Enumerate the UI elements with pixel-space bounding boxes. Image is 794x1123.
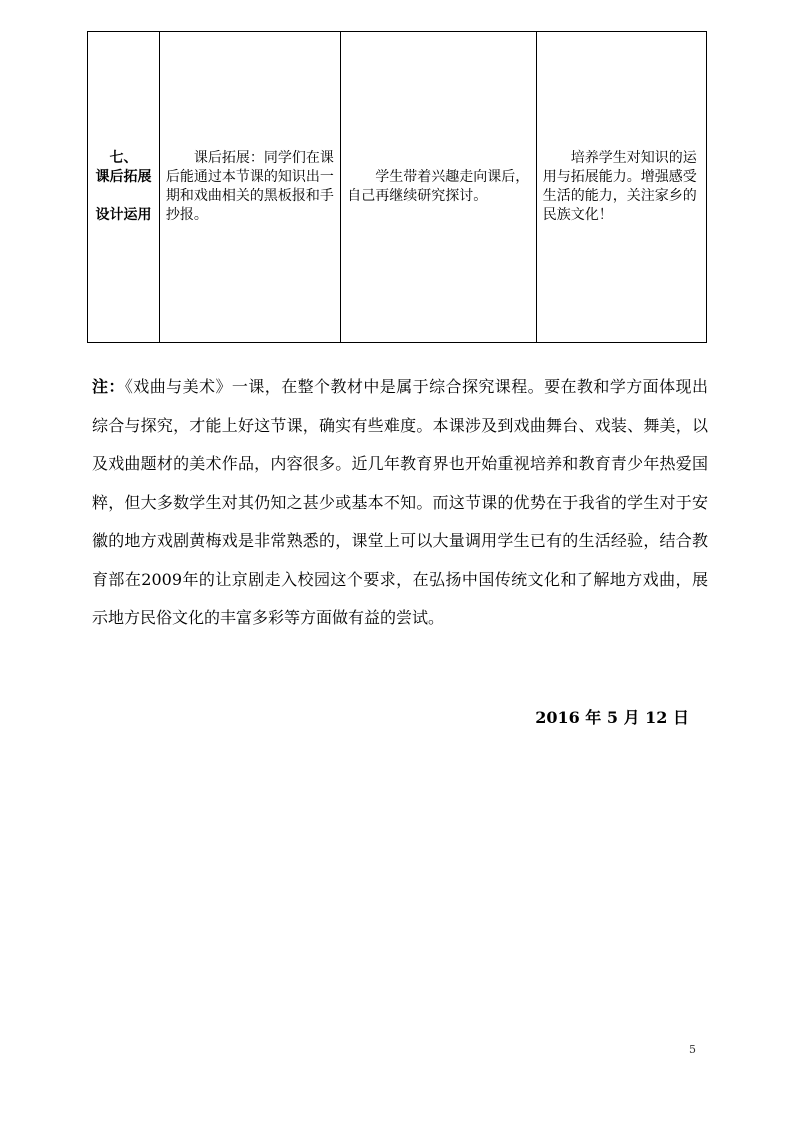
page-number: 5 (689, 1043, 696, 1056)
note-text: 《戏曲与美术》一课，在整个教材中是属于综合探究课程。要在教和学方面体现出综合与探究，才能上好这节课，确实有些难度。本课涉及到戏曲舞台、戏装、舞美，以及戏曲题材的美术作品，内容很多。近几年教育界也开始重视培养和教育青少年热爱国粹，但大多数学生对其仍知之甚少或基本不知。而这节课的优势在于我省的学生对于安徽的地方戏剧黄梅戏是非常熟悉的，课堂上可以大量调用学生已有的生活经验，结合教育部在2009年的让京剧走入校园这个要求，在弘扬中国传统文化和了解地方戏曲，展示地方民俗文化的丰富多彩等方面做有益的尝试。 (92, 377, 708, 627)
note-label: 注： (92, 377, 125, 396)
teacher-activity-cell: 课后拓展：同学们在课后能通过本节课的知识出一期和戏曲相关的黑板报和手抄报。 (159, 32, 340, 343)
note-paragraph (92, 368, 708, 638)
stage-title: 课后拓展 (95, 169, 152, 185)
design-intent-cell: 培养学生对知识的运用与拓展能力。增强感受生活的能力，关注家乡的民族文化！ (536, 32, 706, 343)
student-activity-cell: 学生带着兴趣走向课后，自己再继续研究探讨。 (341, 32, 537, 343)
lesson-plan-table (87, 31, 707, 343)
table-row (88, 32, 707, 343)
stage-number: 七、 (109, 150, 138, 166)
date-signature: 2016 年 5 月 12 日 (535, 708, 689, 727)
stage-subtitle: 设计运用 (95, 207, 152, 223)
stage-cell (88, 32, 160, 343)
